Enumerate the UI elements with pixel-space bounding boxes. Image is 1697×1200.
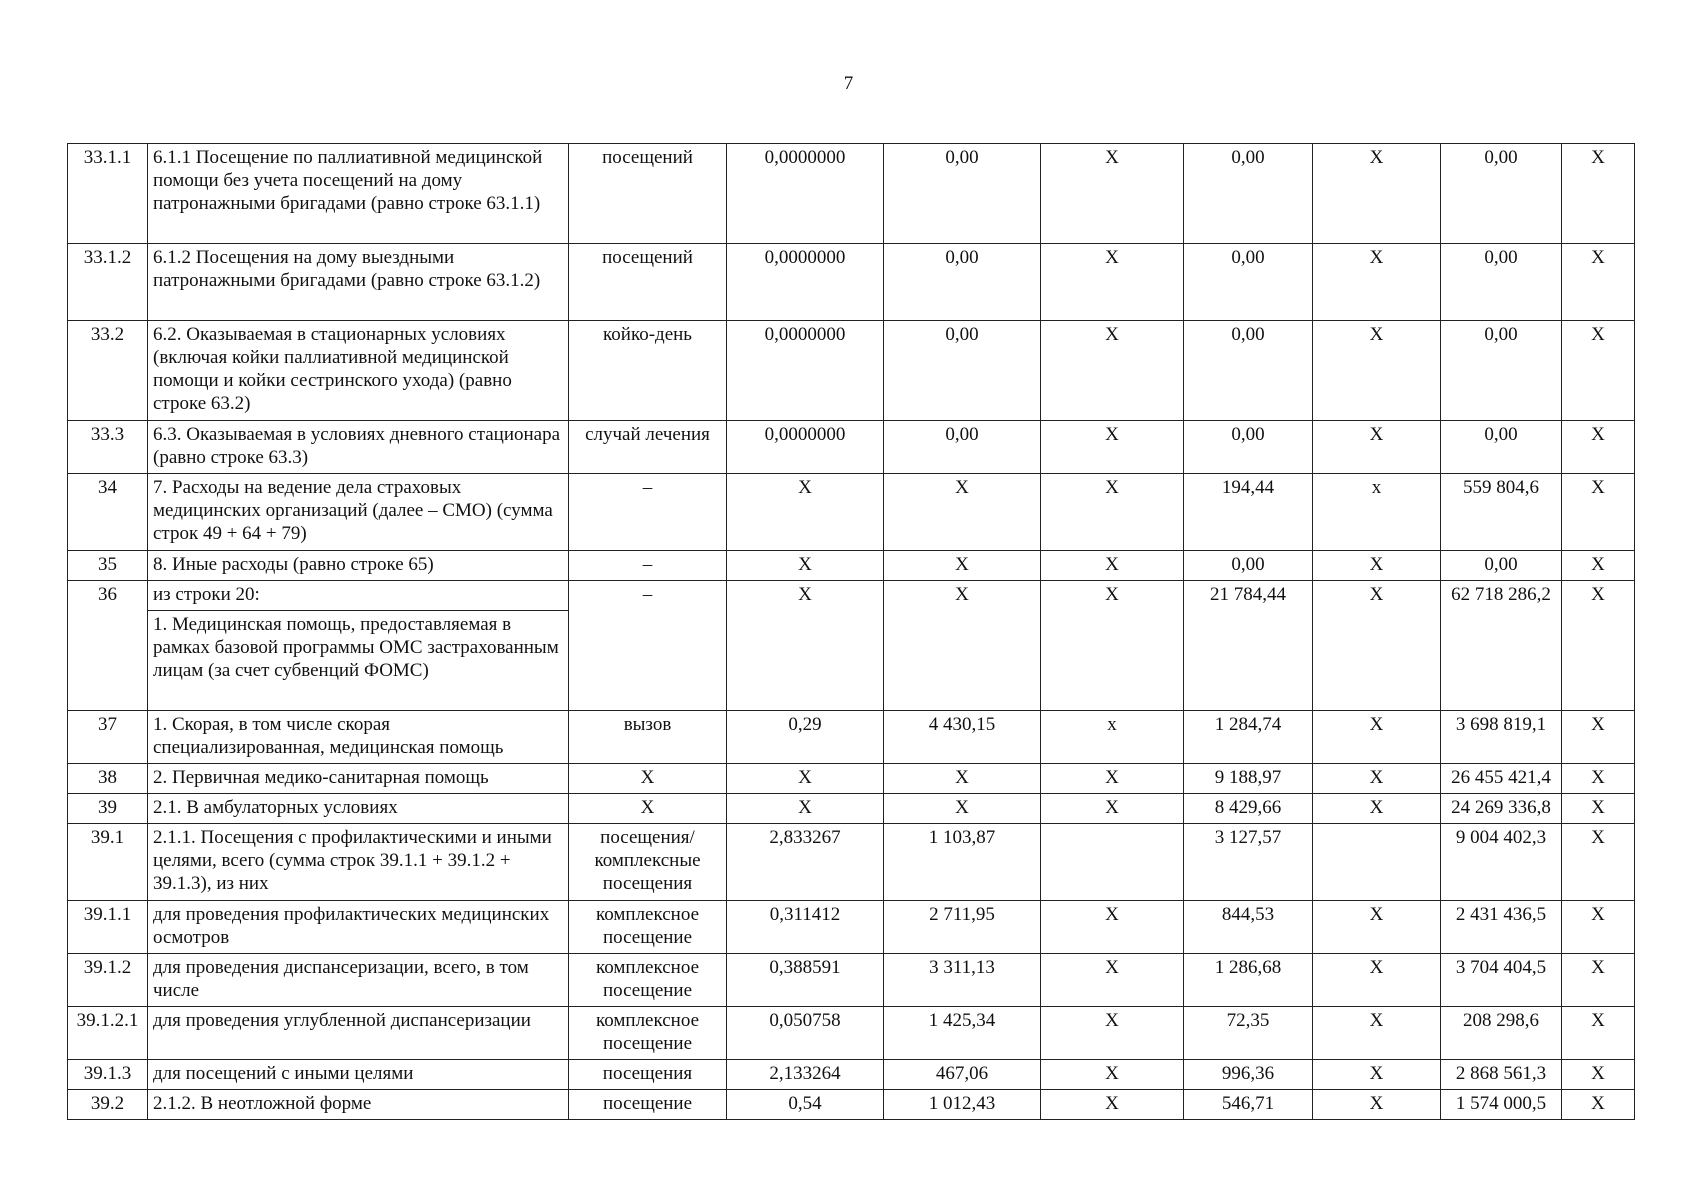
row-description: 7. Расходы на ведение дела страховых медицинских организаций (далее – СМО) (сумма строк 49 + 64 + 79) xyxy=(148,474,569,551)
row-number: 36 xyxy=(68,581,148,711)
value-cell: 62 718 286,2 xyxy=(1441,581,1562,711)
value-cell: X xyxy=(1562,901,1635,954)
value-cell: X xyxy=(1313,551,1441,581)
table-row xyxy=(68,1060,1635,1090)
value-cell: 4 430,15 xyxy=(884,711,1041,764)
row-description: 2.1. В амбулаторных условиях xyxy=(148,794,569,824)
row-description: из строки 20: xyxy=(148,581,569,611)
value-cell: 0,00 xyxy=(1441,421,1562,474)
unit-cell: – xyxy=(569,474,727,551)
value-cell: X xyxy=(1562,581,1635,711)
unit-cell: посещений xyxy=(569,144,727,244)
page-number: 7 xyxy=(843,73,854,94)
value-cell: X xyxy=(1041,1007,1184,1060)
value-cell: X xyxy=(1562,551,1635,581)
value-cell: X xyxy=(884,764,1041,794)
table-row xyxy=(68,551,1635,581)
value-cell: X xyxy=(1562,421,1635,474)
value-cell: X xyxy=(1313,764,1441,794)
value-cell: 467,06 xyxy=(884,1060,1041,1090)
table-row xyxy=(68,421,1635,474)
financing-table xyxy=(67,143,1635,1120)
value-cell: 3 698 819,1 xyxy=(1441,711,1562,764)
value-cell: 194,44 xyxy=(1184,474,1313,551)
value-cell: 844,53 xyxy=(1184,901,1313,954)
row-number: 34 xyxy=(68,474,148,551)
table-row xyxy=(68,764,1635,794)
value-cell: X xyxy=(1041,794,1184,824)
value-cell: X xyxy=(1041,421,1184,474)
value-cell: X xyxy=(1562,1090,1635,1120)
value-cell: 0,311412 xyxy=(727,901,884,954)
value-cell: 0,0000000 xyxy=(727,321,884,421)
value-cell: 2,133264 xyxy=(727,1060,884,1090)
value-cell: 0,388591 xyxy=(727,954,884,1007)
row-number: 39.1.3 xyxy=(68,1060,148,1090)
value-cell: X xyxy=(884,474,1041,551)
value-cell: 24 269 336,8 xyxy=(1441,794,1562,824)
value-cell: 1 012,43 xyxy=(884,1090,1041,1120)
value-cell: X xyxy=(1313,711,1441,764)
table-row xyxy=(68,954,1635,1007)
value-cell: X xyxy=(1041,764,1184,794)
value-cell: X xyxy=(1313,144,1441,244)
table-row xyxy=(68,1090,1635,1120)
value-cell: 3 704 404,5 xyxy=(1441,954,1562,1007)
value-cell: X xyxy=(1041,551,1184,581)
value-cell: X xyxy=(1562,794,1635,824)
value-cell: X xyxy=(1562,824,1635,901)
value-cell: X xyxy=(1313,581,1441,711)
value-cell: 0,00 xyxy=(1184,421,1313,474)
row-description: для проведения углубленной диспансеризации xyxy=(148,1007,569,1060)
row-description: 6.3. Оказываемая в условиях дневного стационара (равно строке 63.3) xyxy=(148,421,569,474)
value-cell: X xyxy=(1562,711,1635,764)
value-cell: X xyxy=(1562,321,1635,421)
value-cell: 3 311,13 xyxy=(884,954,1041,1007)
unit-cell: вызов xyxy=(569,711,727,764)
value-cell: 9 188,97 xyxy=(1184,764,1313,794)
unit-cell: комплексное посещение xyxy=(569,954,727,1007)
value-cell: X xyxy=(1313,794,1441,824)
value-cell: X xyxy=(1041,321,1184,421)
value-cell: 208 298,6 xyxy=(1441,1007,1562,1060)
value-cell: X xyxy=(1041,1060,1184,1090)
row-description: 2. Первичная медико-санитарная помощь xyxy=(148,764,569,794)
value-cell: 0,00 xyxy=(1184,244,1313,321)
value-cell: 21 784,44 xyxy=(1184,581,1313,711)
row-number: 39.1.2.1 xyxy=(68,1007,148,1060)
table-row xyxy=(68,474,1635,551)
value-cell: 0,050758 xyxy=(727,1007,884,1060)
value-cell: X xyxy=(884,551,1041,581)
value-cell: 0,0000000 xyxy=(727,144,884,244)
value-cell xyxy=(1041,824,1184,901)
value-cell: х xyxy=(1313,474,1441,551)
value-cell: X xyxy=(1041,144,1184,244)
value-cell: X xyxy=(1041,244,1184,321)
row-description: 6.1.1 Посещение по паллиативной медицинской помощи без учета посещений на дому патронажными бригадами (равно строке 63.1.1) xyxy=(148,144,569,244)
value-cell: X xyxy=(1313,901,1441,954)
value-cell: X xyxy=(1041,954,1184,1007)
value-cell: х xyxy=(1041,711,1184,764)
value-cell: 1 284,74 xyxy=(1184,711,1313,764)
value-cell: X xyxy=(1562,1007,1635,1060)
row-number: 39.2 xyxy=(68,1090,148,1120)
value-cell: 0,54 xyxy=(727,1090,884,1120)
row-number: 33.2 xyxy=(68,321,148,421)
table-row xyxy=(68,824,1635,901)
table-row xyxy=(68,794,1635,824)
value-cell: X xyxy=(1313,321,1441,421)
table-row xyxy=(68,901,1635,954)
value-cell: 2,833267 xyxy=(727,824,884,901)
value-cell: 0,00 xyxy=(884,144,1041,244)
value-cell: 0,00 xyxy=(1441,244,1562,321)
value-cell: X xyxy=(1041,474,1184,551)
unit-cell: – xyxy=(569,581,727,711)
value-cell: X xyxy=(727,764,884,794)
row-description: для проведения профилактических медицинских осмотров xyxy=(148,901,569,954)
row-number: 39.1.2 xyxy=(68,954,148,1007)
value-cell xyxy=(1313,824,1441,901)
unit-cell: койко-день xyxy=(569,321,727,421)
unit-cell: – xyxy=(569,551,727,581)
value-cell: X xyxy=(1313,1007,1441,1060)
value-cell: 3 127,57 xyxy=(1184,824,1313,901)
row-number: 37 xyxy=(68,711,148,764)
row-number: 35 xyxy=(68,551,148,581)
value-cell: 0,29 xyxy=(727,711,884,764)
value-cell: 8 429,66 xyxy=(1184,794,1313,824)
value-cell: 0,00 xyxy=(1441,551,1562,581)
unit-cell: X xyxy=(569,764,727,794)
row-description: 6.1.2 Посещения на дому выездными патронажными бригадами (равно строке 63.1.2) xyxy=(148,244,569,321)
row-number: 39.1 xyxy=(68,824,148,901)
table-row xyxy=(68,1007,1635,1060)
table-body xyxy=(68,144,1635,1120)
value-cell: 26 455 421,4 xyxy=(1441,764,1562,794)
value-cell: 1 286,68 xyxy=(1184,954,1313,1007)
row-description: 1. Скорая, в том числе скорая специализированная, медицинская помощь xyxy=(148,711,569,764)
value-cell: X xyxy=(1041,1090,1184,1120)
row-description: 2.1.2. В неотложной форме xyxy=(148,1090,569,1120)
row-description: 1. Медицинская помощь, предоставляемая в рамках базовой программы ОМС застрахованным лицам (за счет субвенций ФОМС) xyxy=(148,611,569,711)
value-cell: 2 431 436,5 xyxy=(1441,901,1562,954)
value-cell: X xyxy=(1562,244,1635,321)
row-number: 38 xyxy=(68,764,148,794)
row-description: 8. Иные расходы (равно строке 65) xyxy=(148,551,569,581)
value-cell: 0,00 xyxy=(1184,551,1313,581)
unit-cell: комплексное посещение xyxy=(569,1007,727,1060)
value-cell: X xyxy=(1562,144,1635,244)
value-cell: 2 711,95 xyxy=(884,901,1041,954)
value-cell: X xyxy=(1313,244,1441,321)
table-row xyxy=(68,581,1635,611)
value-cell: X xyxy=(1041,901,1184,954)
value-cell: X xyxy=(1562,954,1635,1007)
value-cell: X xyxy=(727,474,884,551)
row-description: 2.1.1. Посещения с профилактическими и иными целями, всего (сумма строк 39.1.1 + 39.1.2 + 39.1.3), из них xyxy=(148,824,569,901)
unit-cell: посещений xyxy=(569,244,727,321)
row-number: 33.1.2 xyxy=(68,244,148,321)
value-cell: 1 574 000,5 xyxy=(1441,1090,1562,1120)
value-cell: 0,00 xyxy=(1441,321,1562,421)
table-row xyxy=(68,321,1635,421)
value-cell: X xyxy=(1313,1060,1441,1090)
table-row xyxy=(68,144,1635,244)
value-cell: X xyxy=(884,794,1041,824)
value-cell: X xyxy=(884,581,1041,711)
value-cell: X xyxy=(1313,954,1441,1007)
table-row xyxy=(68,711,1635,764)
unit-cell: посещения xyxy=(569,1060,727,1090)
value-cell: 559 804,6 xyxy=(1441,474,1562,551)
value-cell: X xyxy=(1562,474,1635,551)
value-cell: X xyxy=(1041,581,1184,711)
value-cell: 0,00 xyxy=(884,321,1041,421)
value-cell: X xyxy=(1313,421,1441,474)
unit-cell: случай лечения xyxy=(569,421,727,474)
value-cell: 1 103,87 xyxy=(884,824,1041,901)
value-cell: X xyxy=(1313,1090,1441,1120)
row-number: 39.1.1 xyxy=(68,901,148,954)
value-cell: X xyxy=(727,581,884,711)
value-cell: X xyxy=(1562,764,1635,794)
value-cell: X xyxy=(727,794,884,824)
row-number: 33.1.1 xyxy=(68,144,148,244)
value-cell: 0,00 xyxy=(1184,144,1313,244)
unit-cell: посещение xyxy=(569,1090,727,1120)
value-cell: 72,35 xyxy=(1184,1007,1313,1060)
row-description: для проведения диспансеризации, всего, в том числе xyxy=(148,954,569,1007)
row-number: 33.3 xyxy=(68,421,148,474)
table-row xyxy=(68,244,1635,321)
row-number: 39 xyxy=(68,794,148,824)
value-cell: 0,00 xyxy=(1441,144,1562,244)
value-cell: 2 868 561,3 xyxy=(1441,1060,1562,1090)
value-cell: 996,36 xyxy=(1184,1060,1313,1090)
unit-cell: X xyxy=(569,794,727,824)
row-description: для посещений с иными целями xyxy=(148,1060,569,1090)
value-cell: X xyxy=(1562,1060,1635,1090)
value-cell: 0,00 xyxy=(884,244,1041,321)
value-cell: 1 425,34 xyxy=(884,1007,1041,1060)
value-cell: 9 004 402,3 xyxy=(1441,824,1562,901)
value-cell: 0,0000000 xyxy=(727,421,884,474)
unit-cell: посещения/ комплексные посещения xyxy=(569,824,727,901)
value-cell: X xyxy=(727,551,884,581)
value-cell: 546,71 xyxy=(1184,1090,1313,1120)
value-cell: 0,00 xyxy=(1184,321,1313,421)
value-cell: 0,0000000 xyxy=(727,244,884,321)
row-description: 6.2. Оказываемая в стационарных условиях (включая койки паллиативной медицинской помощи и койки сестринского ухода) (равно строке 63.2) xyxy=(148,321,569,421)
value-cell: 0,00 xyxy=(884,421,1041,474)
unit-cell: комплексное посещение xyxy=(569,901,727,954)
